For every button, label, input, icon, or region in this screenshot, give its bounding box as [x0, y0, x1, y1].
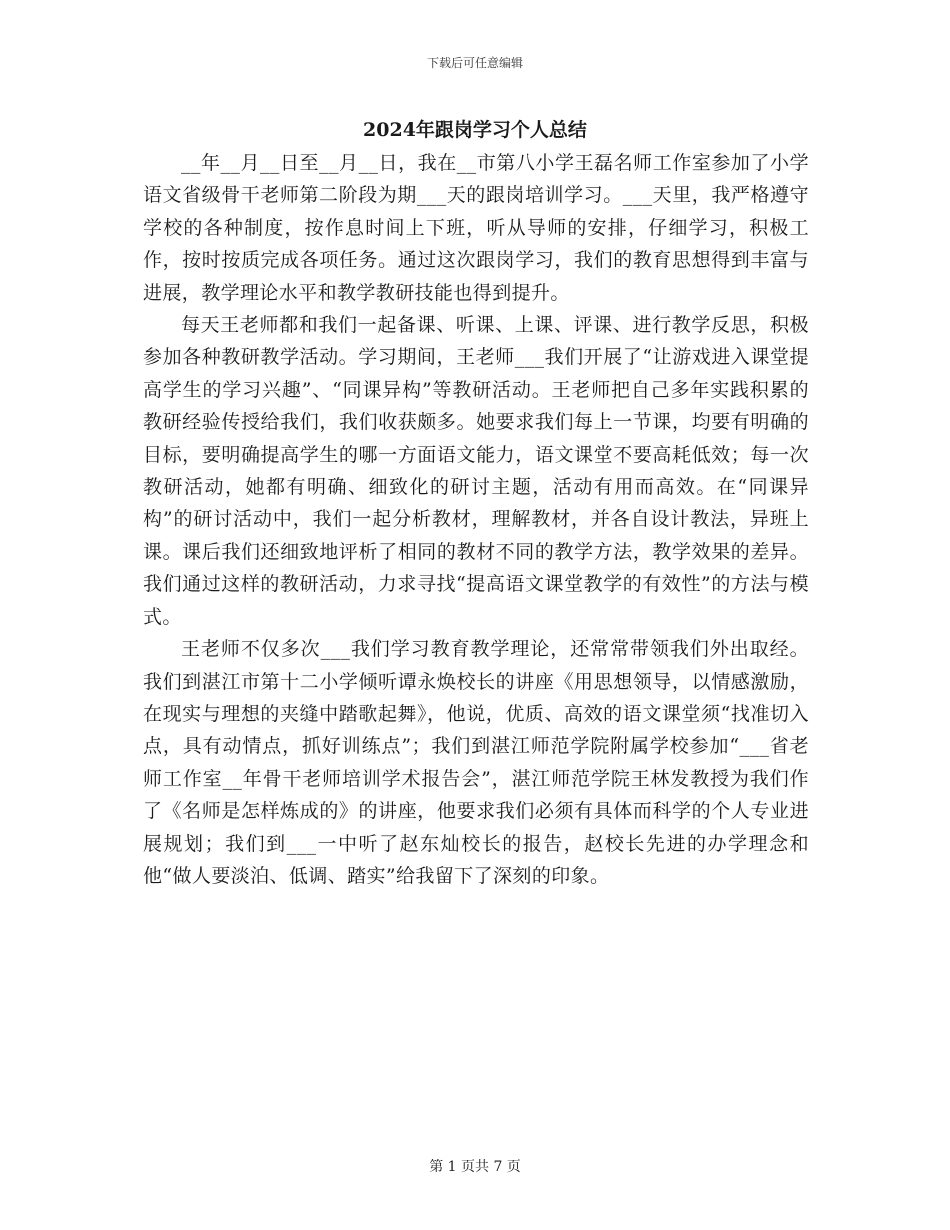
paragraph-3: 王老师不仅多次___我们学习教育教学理论，还常常带领我们外出取经。我们到湛江市第十二小学倾听谭永焕校长的讲座《用思想领导，以情感激励，在现实与理想的夹缝中踏歌起舞》，他说，优质、高效的语文课堂须“找准切入点，具有动情点，抓好训练点”；我们到湛江师范学院附属学校参加“___省老师工作室__年骨干老师培训学术报告会”，湛江师范学院王林发教授为我们作了《名师是怎样炼成的》的讲座，他要求我们必须有具体而科学的个人专业进展规划；我们到___一中听了赵东灿校长的报告，赵校长先进的办学理念和他“做人要淡泊、低调、踏实”给我留下了深刻的印象。: [143, 638, 809, 887]
paragraph-1: __年__月__日至__月__日，我在__市第八小学王磊名师工作室参加了小学语文省级骨干老师第二阶段为期___天的跟岗培训学习。___天里，我严格遵守学校的各种制度，按作息时间上下班，听从导师的安排，仔细学习，积极工作，按时按质完成各项任务。通过这次跟岗学习，我们的教育思想得到丰富与进展，教学理论水平和教学教研技能也得到提升。: [143, 152, 809, 304]
document-body: [143, 147, 809, 892]
paragraph-2: 每天王老师都和我们一起备课、听课、上课、评课、进行教学反思，积极参加各种教研教学活动。学习期间，王老师___我们开展了“让游戏进入课堂提高学生的学习兴趣”、“同课异构”等教研活动。王老师把自己多年实践积累的教研经验传授给我们，我们收获颇多。她要求我们每上一节课，均要有明确的目标，要明确提高学生的哪一方面语文能力，语文课堂不要高耗低效；每一次教研活动，她都有明确、细致化的研讨主题，活动有用而高效。在“同课异构”的研讨活动中，我们一起分析教材，理解教材，并各自设计教法，异班上课。课后我们还细致地评析了相同的教材不同的教学方法，教学效果的差异。我们通过这样的教研活动，力求寻找“提高语文课堂教学的有效性”的方法与模式。: [143, 314, 809, 628]
page-footer: 第 1 页共 7 页: [429, 1159, 521, 1175]
document-title: 2024年跟岗学习个人总结: [363, 119, 587, 141]
header-note: 下载后可任意编辑: [426, 56, 523, 70]
